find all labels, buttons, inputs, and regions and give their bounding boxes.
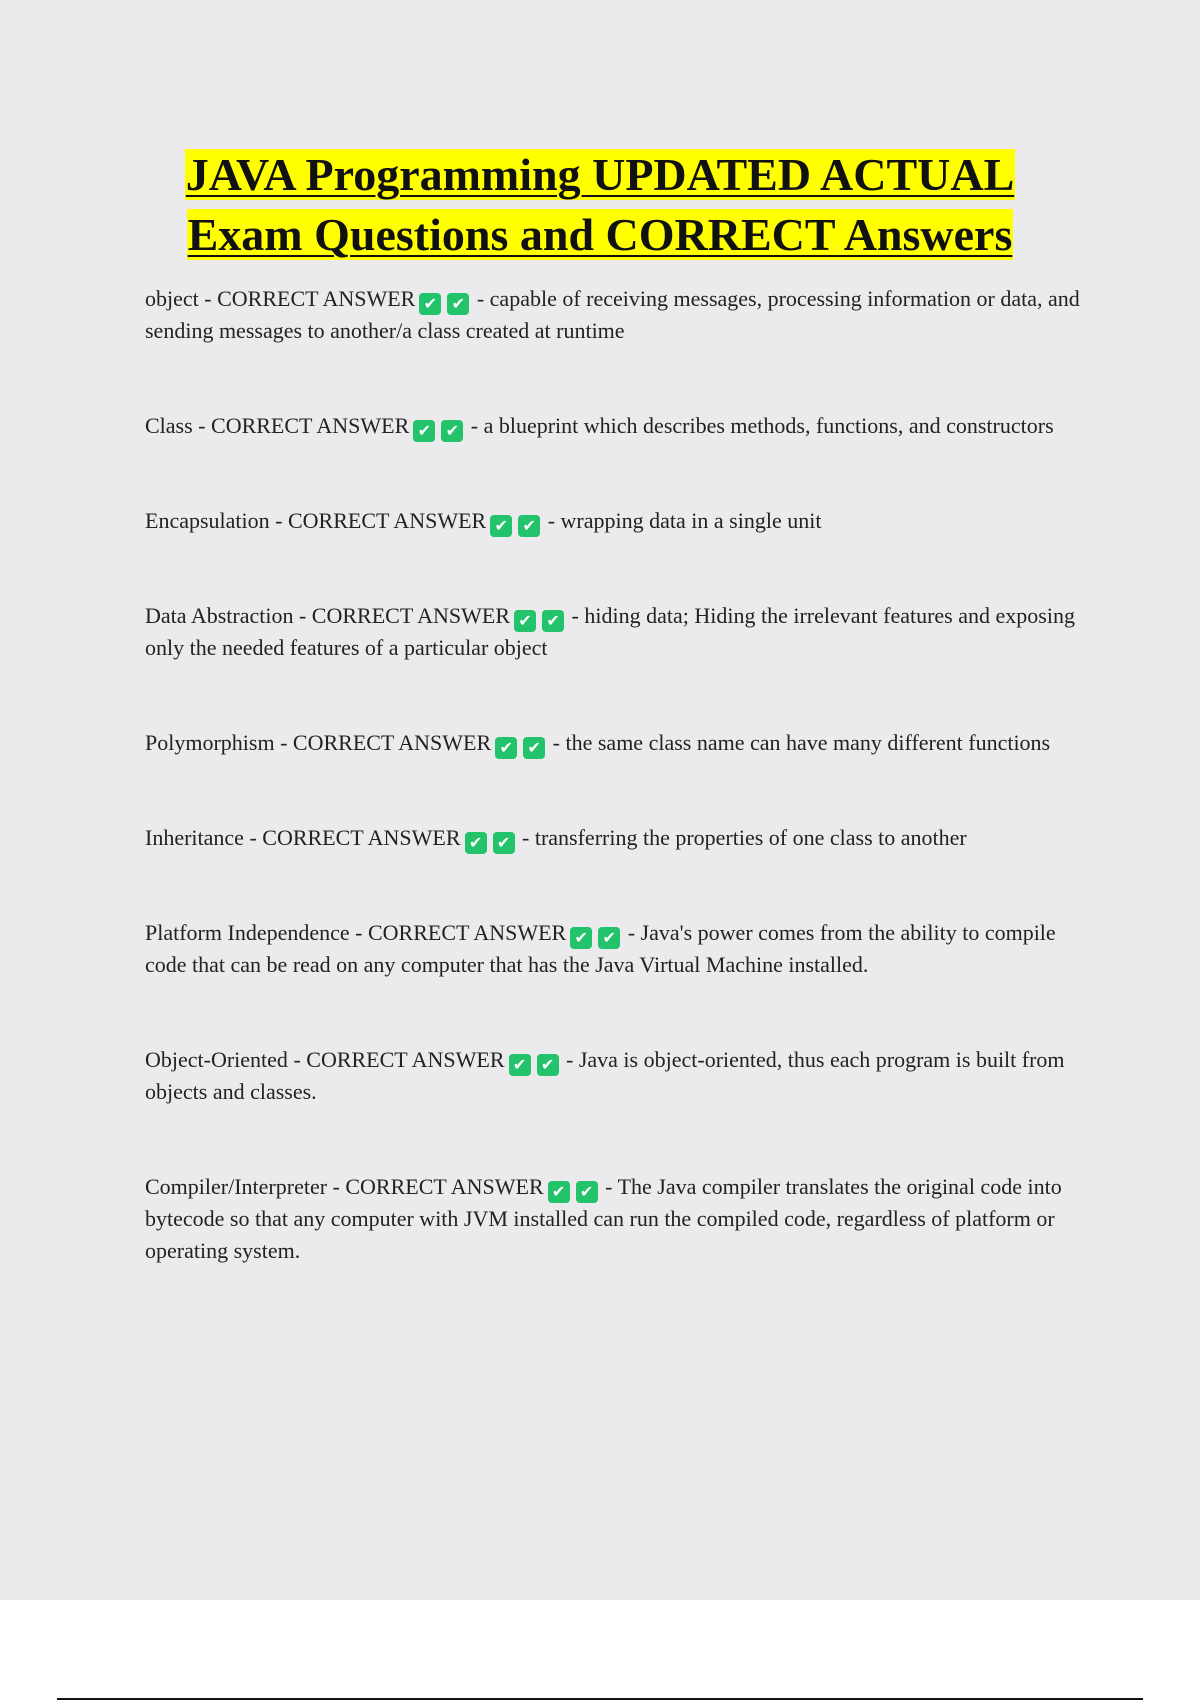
entry-term: Class [145, 413, 193, 438]
correct-answer-label: CORRECT ANSWER [311, 603, 511, 628]
check-mark-icon: ✔ [542, 610, 564, 632]
check-mark-icon: ✔ [419, 293, 441, 315]
qa-entry [145, 822, 1090, 854]
check-mark-icon: ✔ [598, 927, 620, 949]
check-mark-icon: ✔ [518, 515, 540, 537]
entry-separator: - [293, 603, 312, 628]
correct-answer-label: CORRECT ANSWER [306, 1047, 505, 1072]
entry-separator: - [465, 413, 484, 438]
check-mark-icon: ✔ [493, 832, 515, 854]
entry-definition: capable of receiving messages, processing information or data, and sending messages to another/a class created at runtime [145, 286, 1080, 343]
check-mark-icon: ✔ [509, 1054, 531, 1076]
check-mark-icon: ✔ [576, 1181, 598, 1203]
entry-separator: - [560, 1047, 579, 1072]
check-mark-icon: ✔ [441, 420, 463, 442]
entry-separator: - [269, 508, 288, 533]
title-line-1: JAVA Programming UPDATED ACTUAL [185, 149, 1015, 200]
entry-separator: - [274, 730, 293, 755]
check-mark-icon: ✔ [447, 293, 469, 315]
title-line-2: Exam Questions and CORRECT Answers [187, 209, 1013, 260]
page-title [185, 145, 1016, 265]
entry-separator: - [243, 825, 263, 850]
check-mark-icon: ✔ [548, 1181, 570, 1203]
entry-term: Compiler/Interpreter [145, 1174, 328, 1199]
entry-separator: - [622, 920, 641, 945]
qa-entry [145, 600, 1090, 664]
entry-definition: transferring the properties of one class to another [534, 825, 967, 850]
qa-entry [145, 505, 1090, 537]
check-mark-icon: ✔ [413, 420, 435, 442]
entry-definition: The Java compiler translates the original code into bytecode so that any computer with JVM installed can run the compiled code, regardless of platform or operating system. [145, 1174, 1062, 1263]
correct-answer-label: CORRECT ANSWER [287, 508, 487, 533]
correct-answer-label: CORRECT ANSWER [292, 730, 492, 755]
entry-definition: Java is object-oriented, thus each program is built from objects and classes. [145, 1047, 1065, 1104]
correct-answer-label: CORRECT ANSWER [211, 413, 410, 438]
correct-answer-label: CORRECT ANSWER [345, 1174, 544, 1199]
entry-separator: - [327, 1174, 346, 1199]
check-mark-icon: ✔ [570, 927, 592, 949]
entry-separator: - [471, 286, 490, 311]
qa-list [145, 283, 1090, 1330]
qa-entry [145, 283, 1090, 347]
entry-separator: - [542, 508, 561, 533]
check-mark-icon: ✔ [465, 832, 487, 854]
qa-entry [145, 917, 1090, 981]
qa-entry [145, 1171, 1090, 1267]
entry-definition: hiding data; Hiding the irrelevant features and exposing only the needed features of a particular object [145, 603, 1075, 660]
entry-term: Data Abstraction [145, 603, 294, 628]
entry-term: Object-Oriented [145, 1047, 288, 1072]
entry-term: object [145, 286, 199, 311]
entry-definition: Java's power comes from the ability to compile code that can be read on any computer that has the Java Virtual Machine installed. [145, 920, 1056, 977]
entry-definition: a blueprint which describes methods, functions, and constructors [483, 413, 1054, 438]
check-mark-icon: ✔ [514, 610, 536, 632]
check-mark-icon: ✔ [495, 737, 517, 759]
entry-definition: the same class name can have many different functions [565, 730, 1051, 755]
entry-term: Platform Independence [145, 920, 350, 945]
entry-definition: wrapping data in a single unit [560, 508, 822, 533]
entry-separator: - [198, 286, 218, 311]
title-block [0, 145, 1200, 265]
entry-term: Encapsulation [145, 508, 270, 533]
entry-separator: - [566, 603, 585, 628]
entry-separator: - [192, 413, 212, 438]
entry-separator: - [287, 1047, 307, 1072]
entry-term: Inheritance [145, 825, 244, 850]
correct-answer-label: CORRECT ANSWER [367, 920, 567, 945]
check-mark-icon: ✔ [523, 737, 545, 759]
qa-entry [145, 1044, 1090, 1108]
entry-separator: - [547, 730, 566, 755]
qa-entry [145, 410, 1090, 442]
check-mark-icon: ✔ [490, 515, 512, 537]
entry-separator: - [349, 920, 368, 945]
entry-separator: - [599, 1174, 618, 1199]
check-mark-icon: ✔ [537, 1054, 559, 1076]
correct-answer-label: CORRECT ANSWER [217, 286, 416, 311]
entry-term: Polymorphism [145, 730, 275, 755]
qa-entry [145, 727, 1090, 759]
correct-answer-label: CORRECT ANSWER [262, 825, 461, 850]
entry-separator: - [516, 825, 535, 850]
